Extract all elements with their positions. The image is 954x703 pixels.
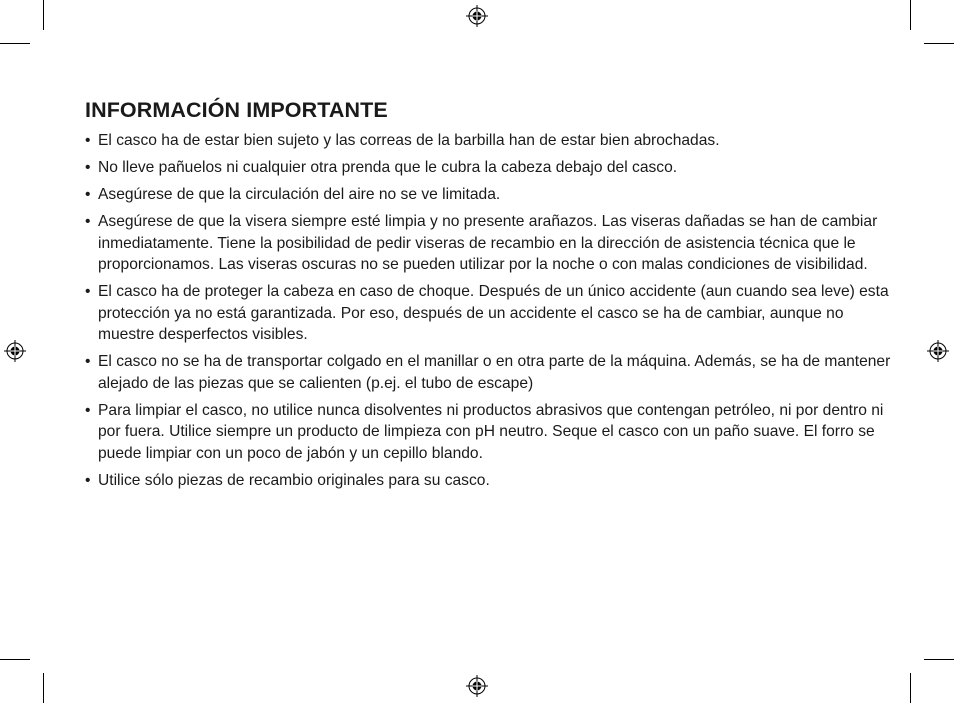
bullet-icon: • xyxy=(85,159,91,176)
important-information-section xyxy=(85,96,895,497)
list-item-text: El casco ha de estar bien sujeto y las correas de la barbilla han de estar bien abrochadas. xyxy=(98,132,720,149)
list-item-text: El casco ha de proteger la cabeza en caso de choque. Después de un único accidente (aun cuando sea leve) esta protección ya no está garantizada. Por eso, después de un accidente el casco se ha de cambiar, aunque no muestre desperfectos visibles. xyxy=(98,283,889,343)
section-title: INFORMACIÓN IMPORTANTE xyxy=(85,98,388,122)
bullet-icon: • xyxy=(85,353,91,370)
bullet-icon: • xyxy=(85,186,91,203)
list-item xyxy=(85,130,895,152)
list-item-text: Para limpiar el casco, no utilice nunca disolventes ni productos abrasivos que contengan petróleo, ni por dentro ni por fuera. Utilice siempre un producto de limpieza con pH neutro. Seque el casco con un paño suave. El forro se puede limpiar con un poco de jabón y un cepillo blando. xyxy=(98,401,884,462)
list-item xyxy=(85,281,895,346)
crop-mark-icon xyxy=(0,659,30,660)
list-item-text: No lleve pañuelos ni cualquier otra prenda que le cubra la cabeza debajo del casco. xyxy=(98,159,678,176)
bullet-icon: • xyxy=(85,283,91,300)
bullet-list xyxy=(85,130,895,491)
bullet-icon: • xyxy=(85,471,91,489)
list-item-text: Utilice sólo piezas de recambio originales para su casco. xyxy=(98,471,490,489)
list-item xyxy=(85,184,895,206)
bullet-icon: • xyxy=(85,401,91,419)
crop-mark-icon xyxy=(0,43,30,44)
registration-target-icon xyxy=(927,340,949,362)
list-item-text: El casco no se ha de transportar colgado en el manillar o en otra parte de la máquina. Además, se ha de mantener alejado de las piezas que se calienten (p.ej. el tubo de escape) xyxy=(98,353,891,392)
crop-mark-icon xyxy=(910,0,911,30)
crop-mark-icon xyxy=(43,673,44,703)
bullet-icon: • xyxy=(85,132,91,149)
registration-target-icon xyxy=(4,340,26,362)
list-item-text: Asegúrese de que la visera siempre esté limpia y no presente arañazos. Las viseras dañadas se han de cambiar inmediatamente. Tiene la posibilidad de pedir viseras de recambio en la dirección de asistencia técnica que le proporcionamos. Las viseras oscuras no se pueden utilizar por la noche o con malas condiciones de visibilidad. xyxy=(98,213,878,273)
list-item-text: Asegúrese de que la circulación del aire no se ve limitada. xyxy=(98,186,501,203)
crop-mark-icon xyxy=(910,673,911,703)
crop-mark-icon xyxy=(924,43,954,44)
bullet-icon: • xyxy=(85,213,91,230)
crop-mark-icon xyxy=(924,659,954,660)
list-item xyxy=(85,157,895,179)
list-item xyxy=(85,400,895,465)
registration-target-icon xyxy=(466,5,488,27)
crop-mark-icon xyxy=(43,0,44,30)
list-item xyxy=(85,351,895,394)
list-item xyxy=(85,470,895,492)
registration-target-icon xyxy=(466,675,488,697)
list-item xyxy=(85,211,895,276)
